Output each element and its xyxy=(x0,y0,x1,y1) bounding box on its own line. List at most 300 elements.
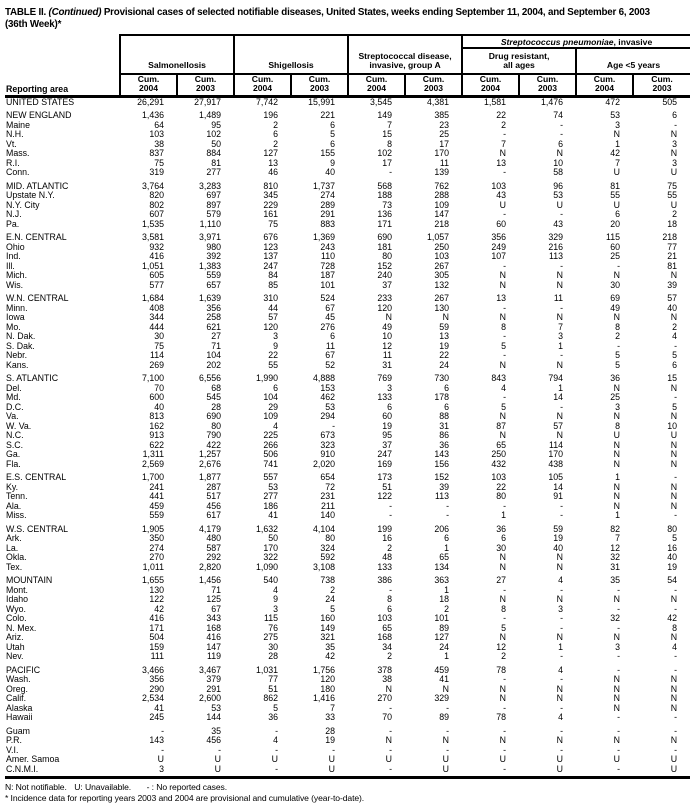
reporting-area-cell: Fla. xyxy=(6,458,21,469)
value-cell: - xyxy=(503,744,507,755)
cum-label: Cum. xyxy=(593,74,616,84)
value-cell: 579 xyxy=(206,209,222,220)
value-cell: 6 xyxy=(387,401,393,412)
value-cell: 140 xyxy=(320,510,336,521)
value-cell: U xyxy=(613,754,621,765)
value-cell: 10 xyxy=(667,420,678,431)
value-cell: 290 xyxy=(149,683,164,694)
value-cell: 134 xyxy=(434,561,450,572)
salmonellosis-label: Salmonellosis xyxy=(148,60,206,71)
reporting-area-cell: R.I. xyxy=(6,157,20,168)
table-row xyxy=(5,652,690,662)
table-row xyxy=(5,191,690,201)
value-cell: N xyxy=(499,632,507,643)
value-cell: 102 xyxy=(377,148,393,159)
value-cell: 10 xyxy=(553,157,564,168)
value-cell: 119 xyxy=(206,651,222,662)
value-cell: 44 xyxy=(268,302,279,313)
value-cell: - xyxy=(503,392,507,403)
value-cell: - xyxy=(503,613,507,624)
value-cell: 55 xyxy=(667,190,678,201)
value-cell: 243 xyxy=(320,241,336,252)
value-cell: N xyxy=(613,439,621,450)
value-cell: 2 xyxy=(501,119,507,130)
value-cell: - xyxy=(332,420,336,431)
value-cell: 605 xyxy=(149,270,164,281)
value-cell: 114 xyxy=(149,350,164,361)
value-cell: 35 xyxy=(325,641,336,652)
value-cell: 7,100 xyxy=(141,373,164,384)
value-cell: 18 xyxy=(439,594,450,605)
table-row xyxy=(5,595,690,605)
value-cell: 110 xyxy=(320,251,336,262)
value-cell: 790 xyxy=(206,430,222,441)
value-cell: - xyxy=(617,622,621,633)
value-cell: U xyxy=(613,430,621,441)
reporting-area-cell: La. xyxy=(6,542,19,553)
year-label: 2003 xyxy=(195,83,216,94)
value-cell: 196 xyxy=(263,110,279,121)
value-cell: N xyxy=(670,481,678,492)
value-cell: 6 xyxy=(558,138,564,149)
table-row xyxy=(5,713,690,723)
value-cell: - xyxy=(389,584,393,595)
value-cell: 13 xyxy=(496,157,507,168)
value-cell: 181 xyxy=(377,241,393,252)
value-cell: 6 xyxy=(273,382,279,393)
value-cell: - xyxy=(674,651,678,662)
value-cell: 3,971 xyxy=(199,232,222,243)
value-cell: N xyxy=(385,683,393,694)
value-cell: N xyxy=(499,735,507,746)
value-cell: 45 xyxy=(325,312,336,323)
value-cell: 3 xyxy=(558,603,564,614)
value-cell: - xyxy=(332,744,336,755)
value-cell: 738 xyxy=(320,575,336,586)
value-cell: 4 xyxy=(501,382,507,393)
value-cell: 96 xyxy=(553,180,564,191)
table-title-number: TABLE II. xyxy=(5,7,49,18)
value-cell: 104 xyxy=(206,350,222,361)
table-row xyxy=(5,201,690,211)
value-cell: 2,676 xyxy=(199,458,222,469)
value-cell: 36 xyxy=(439,439,450,450)
value-cell: 113 xyxy=(548,251,564,262)
value-cell: 51 xyxy=(382,481,393,492)
value-cell: 2 xyxy=(672,209,678,220)
year-label: 2004 xyxy=(480,83,501,94)
value-cell: 5 xyxy=(672,350,678,361)
value-cell: - xyxy=(560,350,564,361)
value-cell: 143 xyxy=(434,449,450,460)
value-cell: 169 xyxy=(377,458,393,469)
value-cell: - xyxy=(617,603,621,614)
value-cell: 2 xyxy=(330,584,336,595)
value-cell: - xyxy=(560,744,564,755)
table-row xyxy=(5,765,690,775)
value-cell: 4 xyxy=(558,575,564,586)
reporting-area-cell: Okla. xyxy=(6,552,27,563)
value-cell: 3 xyxy=(615,119,621,130)
value-cell: 1,476 xyxy=(541,96,564,107)
reporting-area-cell: Md. xyxy=(6,392,21,403)
value-cell: 288 xyxy=(434,190,450,201)
value-cell: - xyxy=(275,763,279,774)
value-cell: N xyxy=(613,449,621,460)
value-cell: 67 xyxy=(211,603,222,614)
table-row xyxy=(5,502,690,512)
value-cell: 5 xyxy=(273,702,279,713)
value-cell: - xyxy=(674,584,678,595)
value-cell: 59 xyxy=(553,523,564,534)
value-cell: 690 xyxy=(377,232,393,243)
value-cell: 211 xyxy=(320,500,336,511)
value-cell: 60 xyxy=(382,411,393,422)
value-cell: 5 xyxy=(672,401,678,412)
value-cell: 41 xyxy=(268,510,279,521)
value-cell: N xyxy=(670,693,678,704)
value-cell: U xyxy=(670,430,678,441)
value-cell: 33 xyxy=(325,712,336,723)
value-cell: N xyxy=(556,359,564,370)
value-cell: 59 xyxy=(439,321,450,332)
reporting-area-cell: Guam xyxy=(6,725,30,736)
value-cell: 559 xyxy=(206,270,222,281)
value-cell: 673 xyxy=(320,430,336,441)
value-cell: 22 xyxy=(439,350,450,361)
reporting-area-cell: Nebr. xyxy=(6,350,28,361)
value-cell: - xyxy=(674,744,678,755)
reporting-area-cell: Ind. xyxy=(6,251,21,262)
value-cell: U xyxy=(499,754,507,765)
value-cell: - xyxy=(503,500,507,511)
value-cell: - xyxy=(161,744,164,755)
value-cell: 690 xyxy=(206,411,222,422)
col-header-salmonellosis-2003 xyxy=(177,74,234,96)
value-cell: - xyxy=(560,129,564,140)
reporting-area-cell: N.C. xyxy=(6,430,24,441)
value-cell: N xyxy=(670,411,678,422)
reporting-area-cell: S.C. xyxy=(6,439,24,450)
value-cell: 60 xyxy=(610,241,621,252)
value-cell: 4,179 xyxy=(199,523,222,534)
value-cell: N xyxy=(670,312,678,323)
value-cell: U xyxy=(670,167,678,178)
strep-pneumoniae-rest-label: , invasive xyxy=(613,36,653,47)
value-cell: 71 xyxy=(211,340,222,351)
table-row xyxy=(5,685,690,695)
value-cell: 622 xyxy=(149,439,164,450)
age-under-5-label: Age <5 years xyxy=(606,60,661,71)
value-cell: 3,764 xyxy=(141,180,164,191)
value-cell: 13 xyxy=(439,331,450,342)
value-cell: 19 xyxy=(325,735,336,746)
value-cell: 1,639 xyxy=(199,293,222,304)
value-cell: 456 xyxy=(206,500,222,511)
value-cell: 76 xyxy=(268,622,279,633)
value-cell: 319 xyxy=(149,167,164,178)
reporting-area-cell: N.J. xyxy=(6,209,22,220)
value-cell: 1 xyxy=(558,382,564,393)
value-cell: - xyxy=(503,302,507,313)
value-cell: - xyxy=(560,702,564,713)
value-cell: - xyxy=(446,744,450,755)
reporting-area-cell: Iowa xyxy=(6,312,25,323)
value-cell: 42 xyxy=(154,603,164,614)
value-cell: 1 xyxy=(615,138,621,149)
value-cell: N xyxy=(670,683,678,694)
reporting-area-cell: Amer. Samoa xyxy=(6,754,60,765)
table-row xyxy=(5,755,690,765)
year-label: 2004 xyxy=(138,83,159,94)
footnote-dash: - : No reported cases. xyxy=(146,782,228,793)
value-cell: 218 xyxy=(434,218,450,229)
table-row xyxy=(5,473,690,483)
footnote-asterisk: * Incidence data for reporting years 2003 and 2004 are provisional and cumulative (year-to-date). xyxy=(5,792,365,803)
value-cell: N xyxy=(499,594,507,605)
value-cell: 7 xyxy=(615,157,621,168)
value-cell: 53 xyxy=(553,190,564,201)
value-cell: 6 xyxy=(444,382,450,393)
value-cell: 95 xyxy=(211,119,222,130)
table-row xyxy=(5,140,690,150)
value-cell: 456 xyxy=(206,735,222,746)
value-cell: 72 xyxy=(325,481,336,492)
reporting-area-cell: C.N.M.I. xyxy=(6,763,39,774)
table-row xyxy=(5,727,690,737)
value-cell: 42 xyxy=(610,148,621,159)
reporting-area-cell: Utah xyxy=(6,641,25,652)
value-cell: - xyxy=(560,260,564,271)
value-cell: 57 xyxy=(553,420,564,431)
value-cell: 258 xyxy=(206,312,222,323)
value-cell: 133 xyxy=(377,561,393,572)
value-cell: 123 xyxy=(263,241,279,252)
value-cell: 8 xyxy=(672,622,678,633)
drug-resistant-label-line1: Drug resistant, xyxy=(488,50,550,61)
value-cell: 48 xyxy=(382,552,393,563)
reporting-area-cell: Tex. xyxy=(6,561,23,572)
value-cell: 269 xyxy=(149,359,164,370)
value-cell: 24 xyxy=(439,359,450,370)
value-cell: N xyxy=(556,632,564,643)
value-cell: 4,381 xyxy=(427,96,450,107)
value-cell: U xyxy=(385,754,393,765)
value-cell: - xyxy=(617,664,621,675)
value-cell: U xyxy=(556,763,564,774)
value-cell: U xyxy=(556,199,564,210)
value-cell: 57 xyxy=(667,293,678,304)
reporting-area-cell: Alaska xyxy=(6,702,33,713)
value-cell: - xyxy=(674,725,678,736)
value-cell: 53 xyxy=(211,702,222,713)
table-row xyxy=(5,130,690,140)
cum-label: Cum. xyxy=(479,74,502,84)
reporting-area-cell: Pa. xyxy=(6,218,20,229)
value-cell: 178 xyxy=(434,392,450,403)
reporting-area-cell: MID. ATLANTIC xyxy=(6,180,69,191)
value-cell: 1,756 xyxy=(313,664,336,675)
value-cell: 31 xyxy=(439,420,450,431)
value-cell: 1,051 xyxy=(141,260,164,271)
value-cell: 137 xyxy=(263,251,279,262)
value-cell: 676 xyxy=(263,232,279,243)
cum-label: Cum. xyxy=(194,74,217,84)
value-cell: 36 xyxy=(268,712,279,723)
value-cell: - xyxy=(674,603,678,614)
value-cell: 22 xyxy=(496,481,507,492)
value-cell: 568 xyxy=(377,180,393,191)
value-cell: 57 xyxy=(268,312,279,323)
value-cell: U xyxy=(271,754,279,765)
reporting-area-cell: S. ATLANTIC xyxy=(6,373,59,384)
value-cell: 188 xyxy=(377,190,393,201)
value-cell: N xyxy=(670,382,678,393)
table-row xyxy=(5,746,690,756)
value-cell: N xyxy=(556,693,564,704)
value-cell: 6 xyxy=(330,119,336,130)
value-cell: 274 xyxy=(320,190,336,201)
value-cell: 1,369 xyxy=(313,232,336,243)
value-cell: - xyxy=(503,260,507,271)
value-cell: 883 xyxy=(320,218,336,229)
value-cell: U xyxy=(328,754,336,765)
value-cell: - xyxy=(617,725,621,736)
value-cell: 36 xyxy=(610,373,621,384)
value-cell: 80 xyxy=(667,523,678,534)
value-cell: 168 xyxy=(377,632,393,643)
value-cell: 89 xyxy=(439,622,450,633)
value-cell: N xyxy=(556,279,564,290)
table-row xyxy=(5,666,690,676)
value-cell: 1 xyxy=(615,472,621,483)
value-cell: 87 xyxy=(496,420,507,431)
col-header-drug-resistant-2004 xyxy=(462,74,519,96)
col-header-salmonellosis-2004 xyxy=(120,74,177,96)
reporting-area-cell: E.N. CENTRAL xyxy=(6,232,67,243)
value-cell: 356 xyxy=(149,674,164,685)
value-cell: - xyxy=(389,725,393,736)
value-cell: 40 xyxy=(325,167,336,178)
value-cell: 25 xyxy=(439,129,450,140)
value-cell: 1,632 xyxy=(256,523,279,534)
table-row xyxy=(5,586,690,596)
value-cell: 216 xyxy=(548,241,564,252)
value-cell: 31 xyxy=(610,561,621,572)
table-row xyxy=(5,281,690,291)
value-cell: 540 xyxy=(263,575,279,586)
value-cell: 103 xyxy=(149,129,164,140)
value-cell: 40 xyxy=(667,552,678,563)
table-row xyxy=(5,605,690,615)
value-cell: 103 xyxy=(434,251,450,262)
value-cell: 133 xyxy=(377,392,393,403)
table-row xyxy=(5,220,690,230)
value-cell: 84 xyxy=(268,270,279,281)
value-cell: 127 xyxy=(434,632,450,643)
column-group-strep-a xyxy=(348,35,462,74)
value-cell: 39 xyxy=(439,481,450,492)
value-cell: 113 xyxy=(434,491,450,502)
value-cell: 1,684 xyxy=(141,293,164,304)
value-cell: 6 xyxy=(444,533,450,544)
value-cell: 607 xyxy=(149,209,164,220)
value-cell: 26,291 xyxy=(137,96,164,107)
table-row xyxy=(5,553,690,563)
value-cell: 78 xyxy=(496,664,507,675)
value-cell: 1,700 xyxy=(141,472,164,483)
value-cell: 356 xyxy=(491,232,507,243)
value-cell: 250 xyxy=(434,241,450,252)
value-cell: 70 xyxy=(382,712,393,723)
cum-label: Cum. xyxy=(365,74,388,84)
value-cell: 35 xyxy=(211,725,222,736)
reporting-area-cell: Ariz. xyxy=(6,632,24,643)
value-cell: 289 xyxy=(320,199,336,210)
value-cell: 103 xyxy=(491,180,507,191)
table-row xyxy=(5,159,690,169)
value-cell: 109 xyxy=(434,199,450,210)
value-cell: 3,467 xyxy=(199,664,222,675)
reporting-area-cell: NEW ENGLAND xyxy=(6,110,72,121)
value-cell: 30 xyxy=(268,641,279,652)
value-cell: 41 xyxy=(154,702,164,713)
value-cell: 1 xyxy=(444,542,450,553)
value-cell: 82 xyxy=(610,523,621,534)
value-cell: 5 xyxy=(672,533,678,544)
value-cell: 139 xyxy=(434,167,450,178)
value-cell: 122 xyxy=(377,491,393,502)
value-cell: 8 xyxy=(387,594,393,605)
value-cell: 654 xyxy=(320,472,336,483)
value-cell: 1,257 xyxy=(199,449,222,460)
value-cell: N xyxy=(670,439,678,450)
value-cell: 77 xyxy=(268,674,279,685)
value-cell: 820 xyxy=(149,190,164,201)
col-header-shigellosis-2003 xyxy=(291,74,348,96)
value-cell: 120 xyxy=(320,674,336,685)
value-cell: 43 xyxy=(553,218,564,229)
value-cell: 276 xyxy=(320,321,336,332)
value-cell: N xyxy=(670,735,678,746)
reporting-area-cell: D.C. xyxy=(6,401,24,412)
value-cell: 75 xyxy=(268,218,279,229)
value-cell: 186 xyxy=(263,500,279,511)
value-cell: 6 xyxy=(672,110,678,121)
value-cell: 910 xyxy=(320,449,336,460)
value-cell: 70 xyxy=(154,382,164,393)
column-group-strep-pneumoniae xyxy=(462,35,690,48)
value-cell: 51 xyxy=(268,683,279,694)
value-cell: - xyxy=(674,119,678,130)
reporting-area-cell: Wash. xyxy=(6,674,31,685)
value-cell: 171 xyxy=(377,218,393,229)
value-cell: 75 xyxy=(154,157,164,168)
value-cell: 1,436 xyxy=(141,110,164,121)
table-row xyxy=(5,614,690,624)
table-row xyxy=(5,323,690,333)
value-cell: 67 xyxy=(325,302,336,313)
value-cell: - xyxy=(617,763,621,774)
value-cell: 147 xyxy=(434,209,450,220)
value-cell: 111 xyxy=(150,651,164,662)
value-cell: 162 xyxy=(149,420,164,431)
reporting-area-cell: UNITED STATES xyxy=(6,96,75,107)
value-cell: 29 xyxy=(268,401,279,412)
value-cell: 3 xyxy=(615,401,621,412)
value-cell: 5 xyxy=(615,359,621,370)
reporting-area-cell: Ill. xyxy=(6,260,15,271)
